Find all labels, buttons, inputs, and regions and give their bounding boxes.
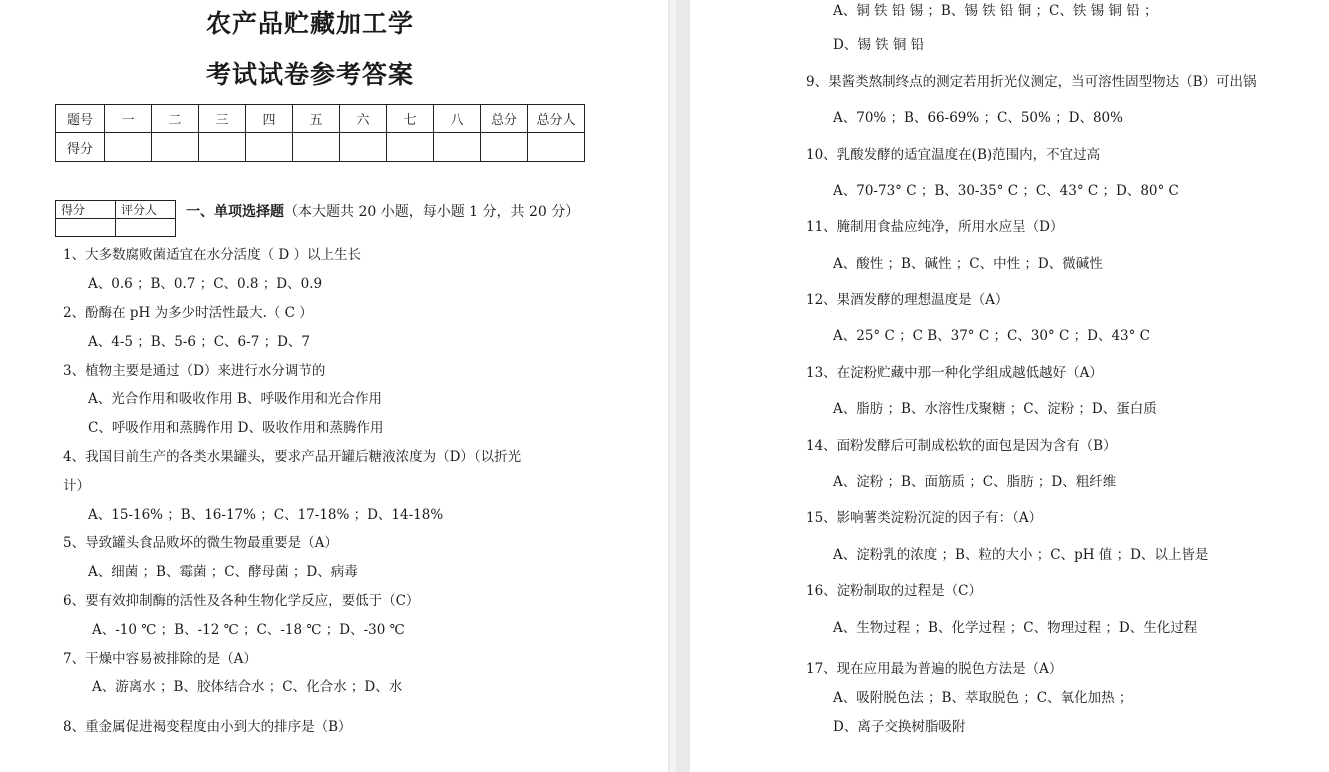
option-line: A、15-16% ；B、16-17% ；C、17-18% ；D、14-18% [88,507,444,523]
score-blank [105,133,152,162]
option-line: A、4-5 ；B、5-6 ；C、6-7 ；D、7 [88,334,311,350]
score-blank [528,133,585,162]
score-table [55,104,585,162]
question-line: 15、影响薯类淀粉沉淀的因子有：（A） [806,510,1043,526]
score-table-header-row [56,105,585,133]
question-line: 7、干燥中容易被排除的是（A） [63,651,257,667]
option-line: A、淀粉乳的浓度 ；B、粒的大小 ；C、pH 值 ；D、以上皆是 [833,547,1209,563]
question-line: 4、我国目前生产的各类水果罐头，要求产品开罐后糖液浓度为（D）（以折光 [63,449,522,465]
option-line: A、脂肪 ；B、水溶性戊聚糖 ；C、淀粉 ；D、蛋白质 [833,401,1157,417]
exam-title: 农产品贮藏加工学 [205,9,414,38]
question-line: 9、果酱类熬制终点的测定若用折光仪测定，当可溶性固型物达（B）可出锅 [806,74,1257,90]
score-cell: 八 [434,105,481,133]
question-line: 14、面粉发酵后可制成松软的面包是因为含有（B） [806,438,1117,454]
score-blank [340,133,387,162]
score-cell: 七 [387,105,434,133]
score-blank [246,133,293,162]
score-cell: 三 [199,105,246,133]
option-line: C、呼吸作用和蒸腾作用 D、吸收作用和蒸腾作用 [88,420,384,436]
score-cell: 总分 [481,105,528,133]
question-line: 2、酚酶在 pH 为多少时活性最大.（ C ） [63,305,313,321]
question-line: 6、要有效抑制酶的活性及各种生物化学反应，要低于（C） [63,593,420,609]
grader-name-label: 评分人 [116,201,176,219]
option-line: D、锡 铁 铜 铅 [833,37,925,53]
score-cell: 四 [246,105,293,133]
score-row-label: 得分 [56,133,105,162]
score-table-score-row [56,133,585,162]
option-line: A、25° C ；C B、37° C ；C、30° C ；D、43° C [833,328,1151,344]
score-cell: 六 [340,105,387,133]
question-line: 11、腌制用食盐应纯净，所用水应呈（D） [806,219,1064,235]
score-cell: 一 [105,105,152,133]
option-line: A、-10 ℃ ；B、-12 ℃ ；C、-18 ℃ ；D、-30 ℃ [92,622,405,638]
score-cell: 题号 [56,105,105,133]
exam-subtitle: 考试试卷参考答案 [205,60,414,89]
score-cell: 五 [293,105,340,133]
option-line: A、0.6 ；B、0.7 ；C、0.8 ；D、0.9 [88,276,323,292]
grader-blank [56,219,116,237]
score-blank [152,133,199,162]
question-line: 17、现在应用最为普遍的脱色方法是（A） [806,661,1063,677]
score-blank [387,133,434,162]
question-line: 1、大多数腐败菌适宜在水分活度（ D ）以上生长 [63,247,361,263]
option-line: A、酸性 ；B、碱性 ；C、中性 ；D、微碱性 [833,256,1103,272]
grader-box [55,200,176,237]
score-cell: 总分人 [528,105,585,133]
grader-blank [116,219,176,237]
question-line: 16、淀粉制取的过程是（C） [806,583,983,599]
option-line: A、游离水 ；B、胶体结合水 ；C、化合水 ；D、水 [92,679,403,695]
question-line: 13、在淀粉贮藏中那一种化学组成越低越好（A） [806,365,1103,381]
document-page-right [690,0,1329,772]
option-line: A、70% ；B、66-69% ；C、50% ；D、80% [833,110,1123,126]
question-line: 5、导致罐头食品败坏的微生物最重要是（A） [63,535,338,551]
option-line: A、吸附脱色法 ；B、萃取脱色 ；C、氧化加热 ； [833,690,1133,706]
section-title: 一、单项选择题 [186,204,284,220]
question-line-continued: 计） [63,478,90,494]
option-line: A、70-73° C ；B、30-35° C ；C、43° C ；D、80° C [833,183,1179,199]
option-line: A、生物过程 ；B、化学过程 ；C、物理过程 ；D、生化过程 [833,620,1198,636]
question-line: 8、重金属促进褐变程度由小到大的排序是（B） [63,719,352,735]
score-blank [434,133,481,162]
score-blank [199,133,246,162]
page-gap [668,0,690,772]
section-note: （本大题共 20 小题，每小题 1 分，共 20 分） [284,204,580,220]
grader-score-label: 得分 [56,201,116,219]
question-line: 12、果酒发酵的理想温度是（A） [806,292,1009,308]
option-line: A、光合作用和吸收作用 B、呼吸作用和光合作用 [88,391,382,407]
question-line: 3、植物主要是通过（D）来进行水分调节的 [63,363,326,379]
question-line: 10、乳酸发酵的适宜温度在(B)范围内，不宜过高 [806,147,1101,163]
option-line: A、铜 铁 铅 锡 ；B、锡 铁 铅 铜 ；C、铁 锡 铜 铅 ； [833,3,1158,19]
option-line: A、淀粉 ；B、面筋质 ；C、脂肪 ；D、粗纤维 [833,474,1117,490]
option-line: A、细菌 ；B、霉菌 ；C、酵母菌 ；D、病毒 [88,564,358,580]
score-blank [481,133,528,162]
score-cell: 二 [152,105,199,133]
option-line: D、离子交换树脂吸附 [833,719,966,735]
score-blank [293,133,340,162]
section-heading [186,201,579,221]
